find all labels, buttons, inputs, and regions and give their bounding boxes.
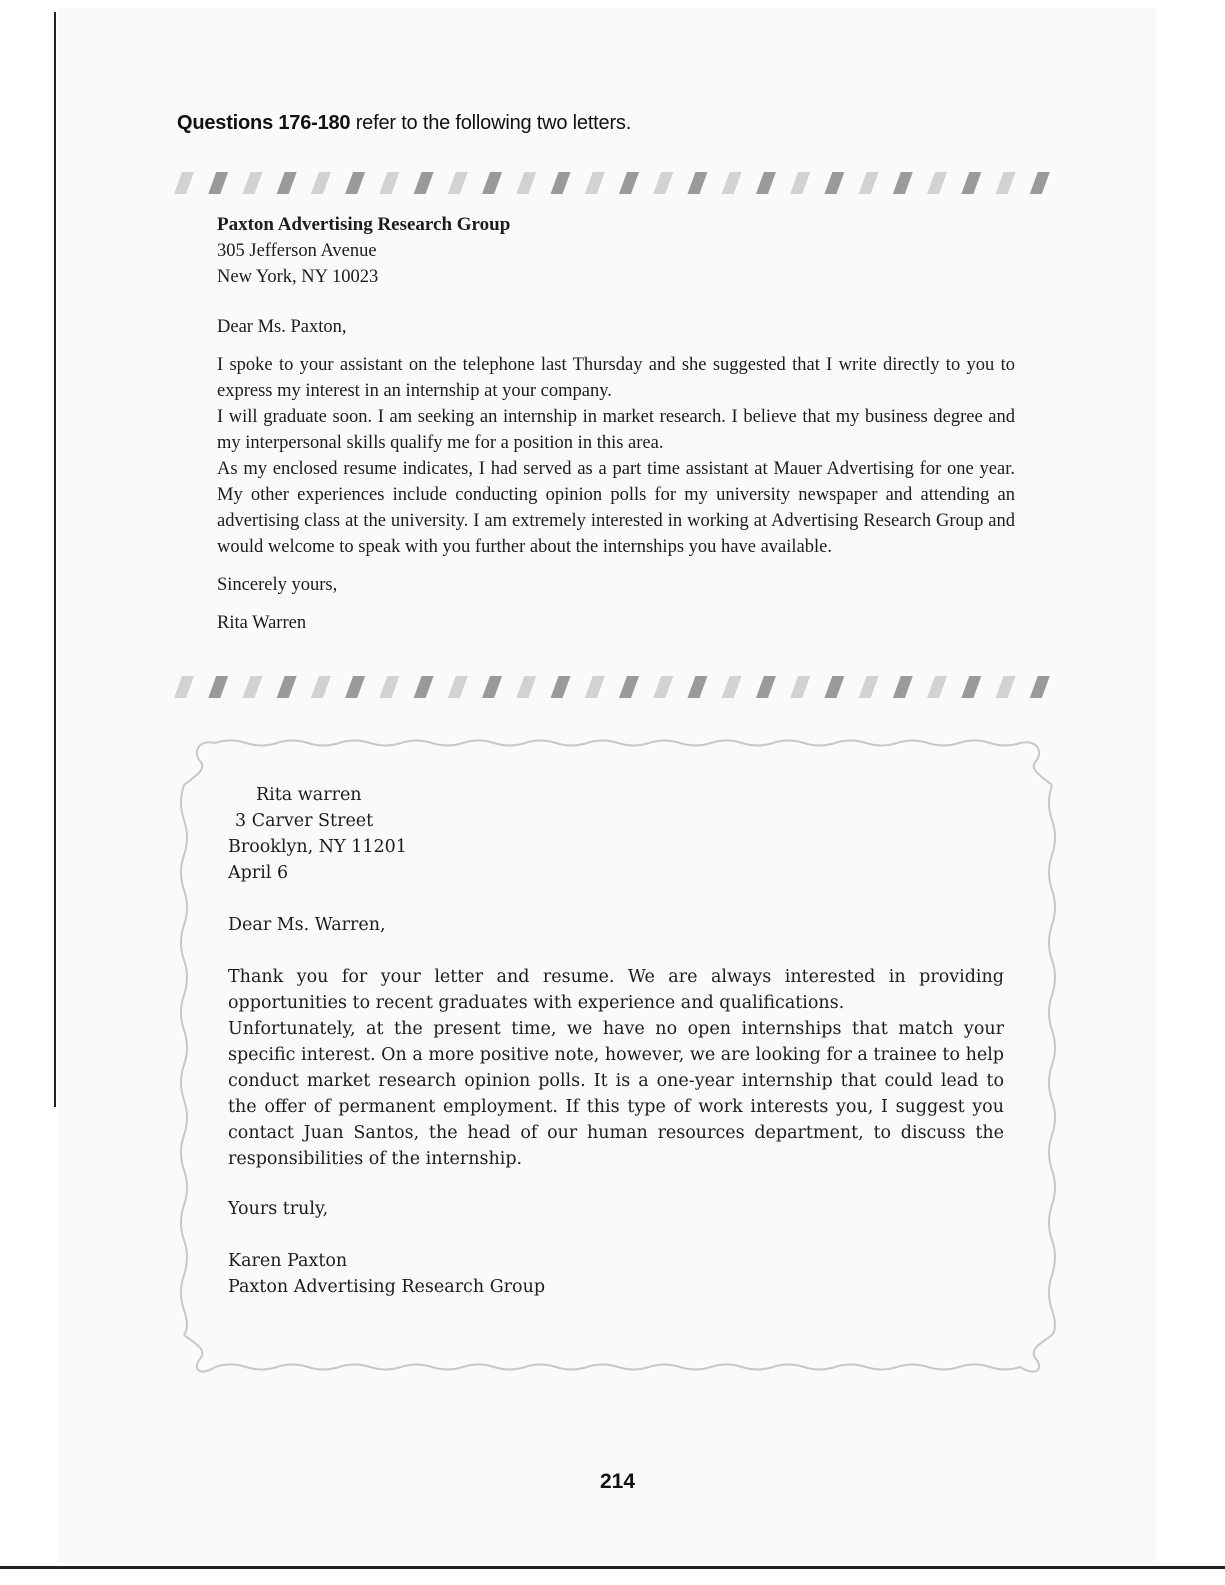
stripe-block [448, 172, 468, 194]
stripe-block [756, 172, 776, 194]
stripe-block [927, 676, 947, 698]
stripe-block [687, 172, 707, 194]
letter-one-recipient-org: Paxton Advertising Research Group [217, 214, 511, 235]
frame-corner-bottom-right [1020, 1335, 1052, 1372]
bottom-edge-rule [0, 1566, 1225, 1569]
striped-divider-bottom [170, 674, 1060, 700]
stripe-block [687, 676, 707, 698]
stripe-block [585, 676, 605, 698]
stripe-block [619, 172, 639, 194]
stripe-block [893, 172, 913, 194]
stripe-block [277, 172, 297, 194]
letter-one-paragraph3: As my enclosed resume indicates, I had served as a part time assistant at Mauer Advertising for one year. My other experiences include conducting opinion polls for my university newspaper and attending an advertising class at the university. I am extremely interested in working at Advertising Research Group and would welcome to speak with you further about the internships you have available. [217, 459, 1015, 557]
stripe-block [961, 676, 981, 698]
letter-one-address-line2: New York, NY 10023 [217, 267, 379, 287]
stripe-block [996, 172, 1016, 194]
question-instruction: refer to the following two letters. [350, 112, 632, 134]
stripe-block [927, 172, 947, 194]
stripe-block [516, 676, 536, 698]
letter-two-signer-name: Karen Paxton [228, 1251, 348, 1271]
stripe-block [345, 172, 365, 194]
stripe-block [516, 172, 536, 194]
letter-one-closing: Sincerely yours, [217, 575, 338, 595]
left-margin-rule [54, 12, 56, 1107]
letter-two-date: April 6 [228, 863, 289, 883]
letter-two-address-line2: Brooklyn, NY 11201 [228, 837, 407, 857]
letter-one [217, 212, 1015, 636]
stripe-block [379, 172, 399, 194]
stripe-block [379, 676, 399, 698]
stripe-block [722, 676, 742, 698]
stripe-block [551, 676, 571, 698]
stripe-block [1030, 172, 1050, 194]
letter-two-address-line1: 3 Carver Street [235, 811, 374, 831]
frame-left-edge [181, 785, 187, 1335]
stripe-block [653, 172, 673, 194]
stripe-block [311, 172, 331, 194]
stripe-block [482, 676, 502, 698]
page-number: 214 [599, 1470, 636, 1493]
stripe-block [242, 172, 262, 194]
stripe-block [242, 676, 262, 698]
stripe-block [756, 676, 776, 698]
stripe-block [551, 172, 571, 194]
stripe-block [277, 676, 297, 698]
stripe-block [653, 676, 673, 698]
stripe-block [208, 676, 228, 698]
letter-one-paragraph2: I will graduate soon. I am seeking an internship in market research. I believe that my business degree and my interpersonal skills qualify me for a position in this area. [217, 407, 1015, 453]
stripe-block [893, 676, 913, 698]
stripe-block [824, 172, 844, 194]
letter-two-paragraph2: Unfortunately, at the present time, we have no open internships that match your specific interest. On a more positive note, however, we are looking for a trainee to help conduct market research opinion polls. It is a one-year internship that could lead to the offer of permanent employment. If this type of work interests you, I suggest you contact Juan Santos, the head of our human resources department, to discuss the responsibilities of the internship. [228, 1019, 1004, 1169]
stripe-block [345, 676, 365, 698]
stripe-block [859, 676, 879, 698]
letter-one-address-line1: 305 Jefferson Avenue [217, 241, 377, 261]
frame-corner-top-left [184, 742, 215, 785]
letter-one-paragraph1: I spoke to your assistant on the telephone last Thursday and she suggested that I write directly to you to express my interest in an internship at your company. [217, 355, 1015, 401]
letter-two-recipient-name: Rita warren [256, 785, 362, 805]
stripe-block [174, 676, 194, 698]
letter-two-paragraph1: Thank you for your letter and resume. We are always interested in providing opportunities to recent graduates with experience and qualifications. [228, 967, 1004, 1013]
striped-divider-top [170, 170, 1060, 196]
stripe-block [311, 676, 331, 698]
frame-corner-top-right [1020, 742, 1052, 785]
stripe-block [859, 172, 879, 194]
frame-corner-bottom-left [184, 1335, 215, 1372]
stripe-block [996, 676, 1016, 698]
stripe-block [1030, 676, 1050, 698]
stripe-block [790, 172, 810, 194]
question-heading [177, 112, 631, 135]
frame-top-edge [215, 741, 1020, 746]
frame-bottom-edge [215, 1365, 1020, 1370]
stripe-block [722, 172, 742, 194]
stripe-block [482, 172, 502, 194]
stripe-block [414, 676, 434, 698]
frame-right-edge [1049, 785, 1055, 1335]
letter-one-signature: Rita Warren [217, 613, 307, 633]
letter-one-salutation: Dear Ms. Paxton, [217, 317, 347, 337]
stripe-block [208, 172, 228, 194]
letter-two-signer-org: Paxton Advertising Research Group [228, 1277, 546, 1297]
letter-two-salutation: Dear Ms. Warren, [228, 915, 386, 935]
stripe-block [790, 676, 810, 698]
stripe-block [585, 172, 605, 194]
letter-two [228, 782, 1004, 1300]
stripe-block [174, 172, 194, 194]
stripe-block [414, 172, 434, 194]
stripe-block [824, 676, 844, 698]
stripe-block [961, 172, 981, 194]
stripe-block [619, 676, 639, 698]
question-range: Questions 176-180 [177, 112, 351, 134]
letter-two-closing: Yours truly, [228, 1199, 329, 1219]
stripe-block [448, 676, 468, 698]
